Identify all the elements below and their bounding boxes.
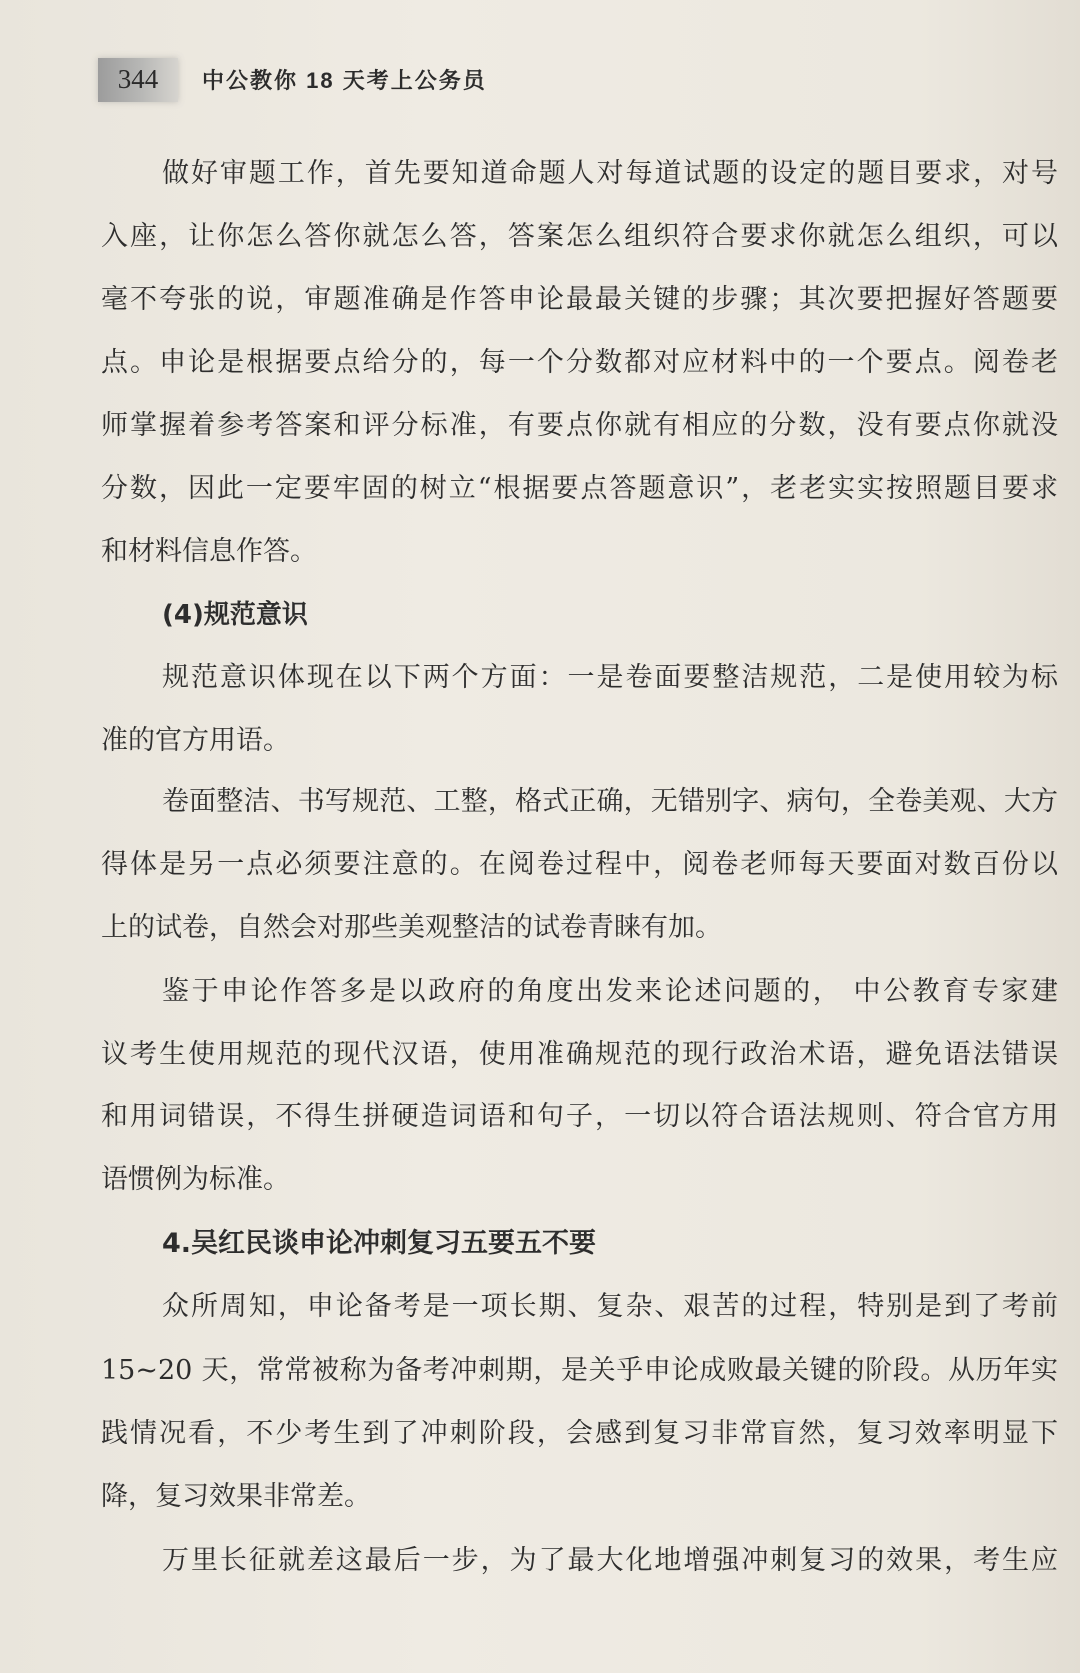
body-line: 师掌握着参考答案和评分标准，有要点你就有相应的分数，没有要点你就没	[101, 410, 1058, 441]
body-line: 毫不夸张的说，审题准确是作答申论最最关键的步骤；其次要把握好答题要	[101, 284, 1058, 315]
body-line: 践情况看，不少考生到了冲刺阶段，会感到复习非常盲然，复习效率明显下	[101, 1418, 1058, 1449]
body-line: 上的试卷，自然会对那些美观整洁的试卷青睐有加。	[101, 912, 722, 943]
body-line: 万里长征就差这最后一步，为了最大化地增强冲刺复习的效果，考生应	[162, 1545, 1058, 1576]
body-line: 语惯例为标准。	[101, 1164, 290, 1195]
page-number: 344	[117, 64, 159, 94]
body-line: 15~20 天，常常被称为备考冲刺期，是关乎申论成败最关键的阶段。从历年实	[101, 1355, 1058, 1386]
section-heading: 4.吴红民谈申论冲刺复习五要五不要	[162, 1228, 597, 1259]
body-line: 做好审题工作，首先要知道命题人对每道试题的设定的题目要求，对号	[162, 158, 1058, 189]
body-line: 点。申论是根据要点给分的，每一个分数都对应材料中的一个要点。阅卷老	[101, 347, 1058, 378]
section-heading: (4)规范意识	[162, 600, 308, 630]
body-line: 众所周知，申论备考是一项长期、复杂、艰苦的过程，特别是到了考前	[162, 1291, 1058, 1322]
body-line: 和材料信息作答。	[101, 536, 317, 567]
body-line: 入座，让你怎么答你就怎么答，答案怎么组织符合要求你就怎么组织，可以	[101, 221, 1058, 252]
body-line: 鉴于申论作答多是以政府的角度出发来论述问题的， 中公教育专家建	[162, 976, 1058, 1007]
running-title: 中公教你 18 天考上公务员	[202, 68, 487, 93]
body-line: 降，复习效果非常差。	[101, 1481, 371, 1512]
body-line: 卷面整洁、书写规范、工整，格式正确，无错别字、病句，全卷美观、大方	[162, 786, 1058, 817]
body-line: 准的官方用语。	[101, 725, 290, 756]
page-number-box	[98, 58, 178, 102]
body-line: 和用词错误，不得生拼硬造词语和句子，一切以符合语法规则、符合官方用	[101, 1101, 1058, 1132]
body-line: 分数，因此一定要牢固的树立“根据要点答题意识”，老老实实按照题目要求	[101, 473, 1058, 504]
body-line: 规范意识体现在以下两个方面：一是卷面要整洁规范，二是使用较为标	[162, 662, 1058, 693]
body-line: 得体是另一点必须要注意的。在阅卷过程中，阅卷老师每天要面对数百份以	[101, 849, 1058, 880]
body-line: 议考生使用规范的现代汉语，使用准确规范的现行政治术语，避免语法错误	[101, 1039, 1058, 1070]
